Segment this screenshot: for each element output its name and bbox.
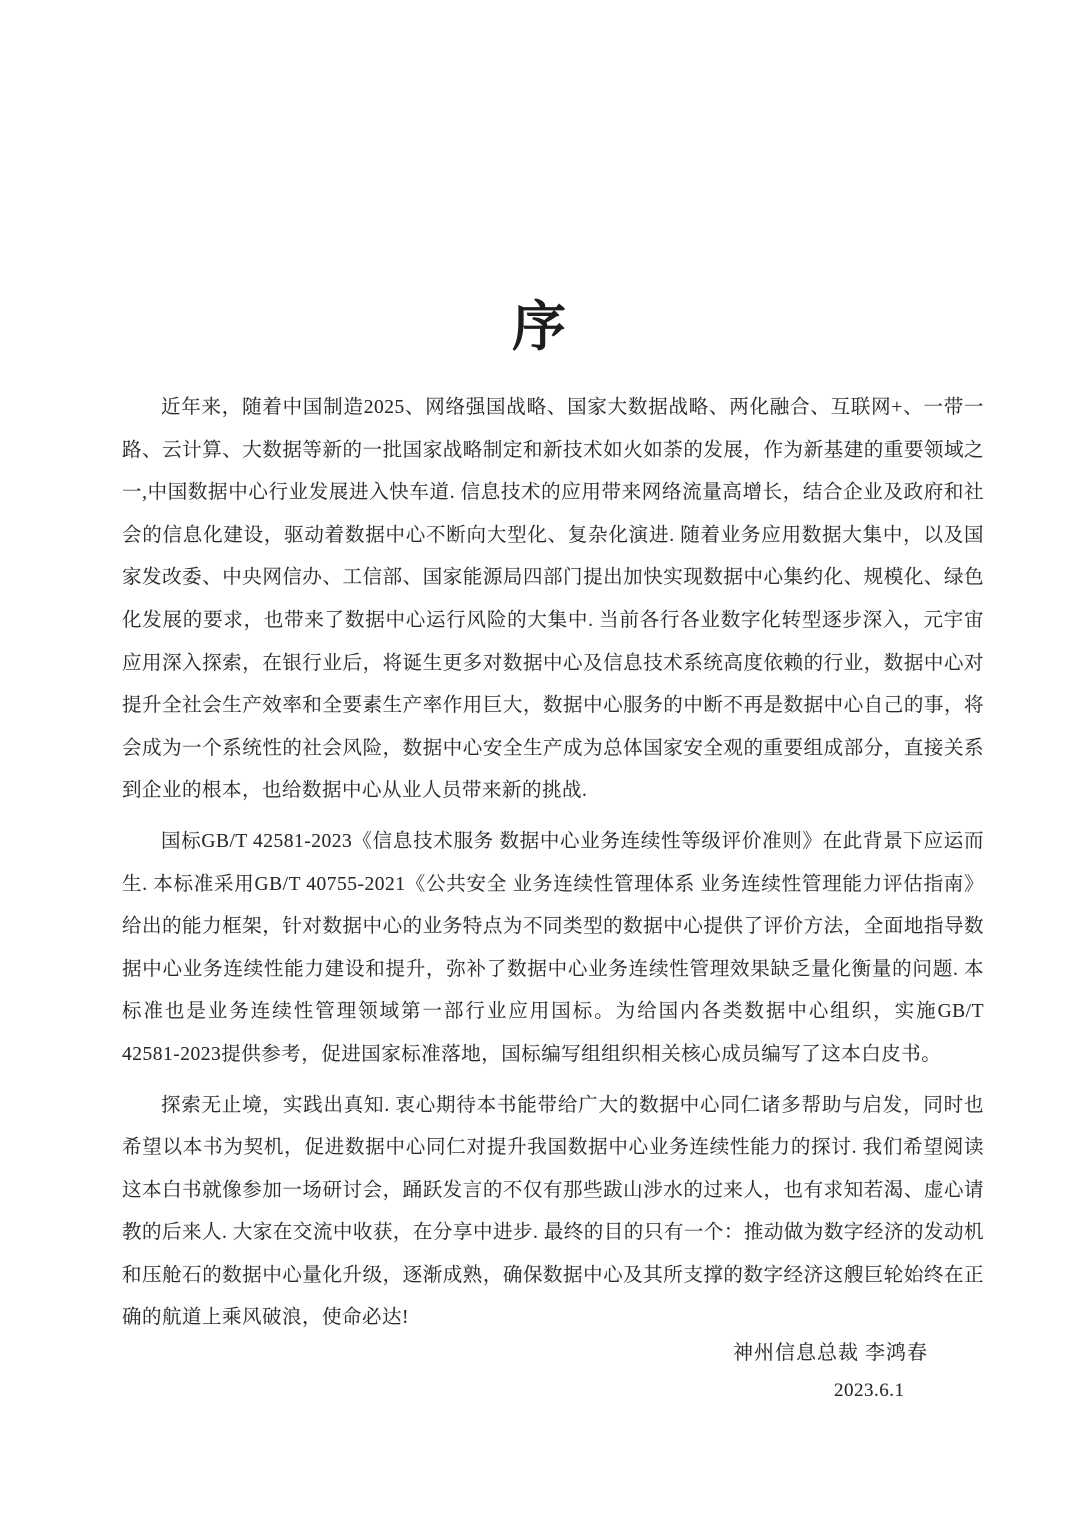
- date-line: 2023.6.1: [834, 1380, 905, 1401]
- signature-line: 神州信息总裁 李鸿春: [733, 1342, 928, 1364]
- paragraph-1: 近年来，随着中国制造2025、网络强国战略、国家大数据战略、两化融合、互联网+、一带一路、云计算、大数据等新的一批国家战略制定和新技术如火如荼的发展，作为新基建的重要领域之一,中国数据中心行业发展进入快车道. 信息技术的应用带来网络流量高增长，结合企业及政府和社会的信息化建设，驱动着数据中心不断向大型化、复杂化演进. 随着业务应用数据大集中，以及国家发改委、中央网信办、工信部、国家能源局四部门提出加快实现数据中心集约化、规模化、绿色化发展的要求，也带来了数据中心运行风险的大集中. 当前各行各业数字化转型逐步深入，元宇宙应用深入探索，在银行业后，将诞生更多对数据中心及信息技术系统高度依赖的行业，数据中心对提升全社会生产效率和全要素生产率作用巨大，数据中心服务的中断不再是数据中心自己的事，将会成为一个系统性的社会风险，数据中心安全生产成为总体国家安全观的重要组成部分，直接关系到企业的根本，也给数据中心从业人员带来新的挑战.: [122, 397, 984, 802]
- page-title: 序: [512, 297, 568, 358]
- preface-body: [122, 387, 984, 1348]
- paragraph-2: 国标GB/T 42581-2023《信息技术服务 数据中心业务连续性等级评价准则》在此背景下应运而生. 本标准采用GB/T 40755-2021《公共安全 业务连续性管理体系 业务连续性管理能力评估指南》给出的能力框架，针对数据中心的业务特点为不同类型的数据中心提供了评价方法，全面地指导数据中心业务连续性能力建设和提升，弥补了数据中心业务连续性管理效果缺乏量化衡量的问题. 本标准也是业务连续性管理领域第一部行业应用国标。为给国内各类数据中心组织，实施GB/T 42581-2023提供参考，促进国家标准落地，国标编写组组织相关核心成员编写了这本白皮书。: [122, 830, 984, 1065]
- paragraph-3: 探索无止境，实践出真知. 衷心期待本书能带给广大的数据中心同仁诸多帮助与启发，同时也希望以本书为契机，促进数据中心同仁对提升我国数据中心业务连续性能力的探讨. 我们希望阅读这本白书就像参加一场研讨会，踊跃发言的不仅有那些跋山涉水的过来人，也有求知若渴、虚心请教的后来人. 大家在交流中收获，在分享中进步. 最终的目的只有一个：推动做为数字经济的发动机和压舱石的数据中心量化升级，逐渐成熟，确保数据中心及其所支撑的数字经济这艘巨轮始终在正确的航道上乘风破浪，使命必达!: [122, 1094, 984, 1329]
